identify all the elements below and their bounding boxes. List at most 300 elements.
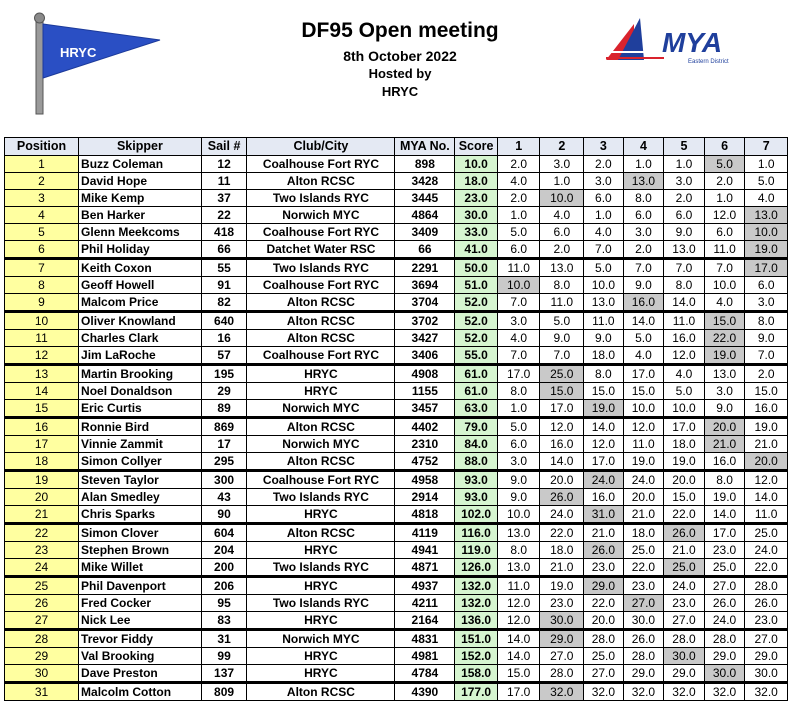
host-club: HRYC bbox=[381, 84, 419, 99]
race-6-cell: 16.0 bbox=[704, 453, 745, 471]
race-1-cell: 2.0 bbox=[497, 156, 540, 173]
skipper-cell: Mike Willet bbox=[79, 559, 202, 577]
table-row bbox=[5, 259, 788, 277]
table-row bbox=[5, 453, 788, 471]
race-4-cell: 10.0 bbox=[623, 400, 664, 418]
race-7-cell: 29.0 bbox=[745, 648, 788, 665]
table-row bbox=[5, 489, 788, 506]
race-2-cell: 27.0 bbox=[540, 648, 584, 665]
race-3-cell: 29.0 bbox=[584, 577, 624, 595]
position-cell: 29 bbox=[5, 648, 79, 665]
race-1-cell: 17.0 bbox=[497, 683, 540, 701]
race-2-cell: 18.0 bbox=[540, 542, 584, 559]
score-cell: 23.0 bbox=[455, 190, 498, 207]
race-5-cell: 23.0 bbox=[664, 595, 705, 612]
score-cell: 33.0 bbox=[455, 224, 498, 241]
race-3-cell: 9.0 bbox=[584, 330, 624, 347]
sail-number-cell: 200 bbox=[201, 559, 247, 577]
race-3-cell: 25.0 bbox=[584, 648, 624, 665]
position-cell: 2 bbox=[5, 173, 79, 190]
race-2-cell: 20.0 bbox=[540, 471, 584, 489]
race-2-cell: 2.0 bbox=[540, 241, 584, 259]
race-5-cell: 5.0 bbox=[664, 383, 705, 400]
column-header-race-3: 3 bbox=[584, 138, 624, 156]
race-1-cell: 4.0 bbox=[497, 173, 540, 190]
sail-number-cell: 90 bbox=[201, 506, 247, 524]
mya-number-cell: 3428 bbox=[395, 173, 455, 190]
club-cell: HRYC bbox=[247, 577, 395, 595]
race-5-cell: 9.0 bbox=[664, 224, 705, 241]
column-header-race-4: 4 bbox=[623, 138, 664, 156]
race-4-cell: 11.0 bbox=[623, 436, 664, 453]
race-7-cell: 20.0 bbox=[745, 453, 788, 471]
race-5-cell: 20.0 bbox=[664, 471, 705, 489]
column-header-score: Score bbox=[455, 138, 498, 156]
race-2-cell: 32.0 bbox=[540, 683, 584, 701]
race-1-cell: 6.0 bbox=[497, 436, 540, 453]
race-7-cell: 2.0 bbox=[745, 365, 788, 383]
race-2-cell: 5.0 bbox=[540, 312, 584, 330]
position-cell: 30 bbox=[5, 665, 79, 683]
score-cell: 136.0 bbox=[455, 612, 498, 630]
race-1-cell: 7.0 bbox=[497, 294, 540, 312]
skipper-cell: Chris Sparks bbox=[79, 506, 202, 524]
race-1-cell: 10.0 bbox=[497, 277, 540, 294]
mya-number-cell: 4818 bbox=[395, 506, 455, 524]
race-2-cell: 6.0 bbox=[540, 224, 584, 241]
race-7-cell: 13.0 bbox=[745, 207, 788, 224]
club-cell: Datchet Water RSC bbox=[247, 241, 395, 259]
race-3-cell: 20.0 bbox=[584, 612, 624, 630]
mya-number-cell: 4908 bbox=[395, 365, 455, 383]
race-4-cell: 7.0 bbox=[623, 259, 664, 277]
club-cell: HRYC bbox=[247, 648, 395, 665]
skipper-cell: Mike Kemp bbox=[79, 190, 202, 207]
race-1-cell: 12.0 bbox=[497, 612, 540, 630]
position-cell: 14 bbox=[5, 383, 79, 400]
mya-number-cell: 4864 bbox=[395, 207, 455, 224]
column-header-race-2: 2 bbox=[540, 138, 584, 156]
race-2-cell: 25.0 bbox=[540, 365, 584, 383]
skipper-cell: Nick Lee bbox=[79, 612, 202, 630]
club-cell: Alton RCSC bbox=[247, 418, 395, 436]
event-date: 8th October 2022 bbox=[343, 48, 457, 64]
results-body bbox=[5, 156, 788, 701]
mya-logo bbox=[604, 14, 744, 70]
race-1-cell: 1.0 bbox=[497, 207, 540, 224]
table-row bbox=[5, 665, 788, 683]
position-cell: 25 bbox=[5, 577, 79, 595]
position-cell: 17 bbox=[5, 436, 79, 453]
mya-number-cell: 3702 bbox=[395, 312, 455, 330]
table-row bbox=[5, 648, 788, 665]
race-6-cell: 23.0 bbox=[704, 542, 745, 559]
score-cell: 152.0 bbox=[455, 648, 498, 665]
race-3-cell: 18.0 bbox=[584, 347, 624, 365]
position-cell: 9 bbox=[5, 294, 79, 312]
race-3-cell: 1.0 bbox=[584, 207, 624, 224]
race-6-cell: 19.0 bbox=[704, 347, 745, 365]
sail-number-cell: 82 bbox=[201, 294, 247, 312]
race-6-cell: 15.0 bbox=[704, 312, 745, 330]
mya-number-cell: 4211 bbox=[395, 595, 455, 612]
race-6-cell: 12.0 bbox=[704, 207, 745, 224]
race-4-cell: 28.0 bbox=[623, 648, 664, 665]
race-7-cell: 19.0 bbox=[745, 241, 788, 259]
position-cell: 7 bbox=[5, 259, 79, 277]
sail-number-cell: 418 bbox=[201, 224, 247, 241]
race-4-cell: 23.0 bbox=[623, 577, 664, 595]
club-cell: Alton RCSC bbox=[247, 683, 395, 701]
sail-number-cell: 89 bbox=[201, 400, 247, 418]
mya-number-cell: 4831 bbox=[395, 630, 455, 648]
race-2-cell: 1.0 bbox=[540, 173, 584, 190]
race-5-cell: 16.0 bbox=[664, 330, 705, 347]
race-5-cell: 28.0 bbox=[664, 630, 705, 648]
race-2-cell: 10.0 bbox=[540, 190, 584, 207]
club-cell: HRYC bbox=[247, 542, 395, 559]
race-5-cell: 12.0 bbox=[664, 347, 705, 365]
race-3-cell: 28.0 bbox=[584, 630, 624, 648]
race-1-cell: 5.0 bbox=[497, 224, 540, 241]
column-header-position: Position bbox=[5, 138, 79, 156]
mya-number-cell: 4119 bbox=[395, 524, 455, 542]
mya-number-cell: 66 bbox=[395, 241, 455, 259]
table-row bbox=[5, 224, 788, 241]
skipper-cell: Dave Preston bbox=[79, 665, 202, 683]
race-1-cell: 12.0 bbox=[497, 595, 540, 612]
race-5-cell: 7.0 bbox=[664, 259, 705, 277]
sail-number-cell: 640 bbox=[201, 312, 247, 330]
table-row bbox=[5, 312, 788, 330]
results-table bbox=[4, 137, 788, 701]
table-row bbox=[5, 471, 788, 489]
race-7-cell: 4.0 bbox=[745, 190, 788, 207]
mya-number-cell: 4402 bbox=[395, 418, 455, 436]
race-1-cell: 1.0 bbox=[497, 400, 540, 418]
score-cell: 116.0 bbox=[455, 524, 498, 542]
race-6-cell: 27.0 bbox=[704, 577, 745, 595]
race-1-cell: 9.0 bbox=[497, 489, 540, 506]
race-5-cell: 26.0 bbox=[664, 524, 705, 542]
skipper-cell: David Hope bbox=[79, 173, 202, 190]
race-1-cell: 7.0 bbox=[497, 347, 540, 365]
skipper-cell: Jim LaRoche bbox=[79, 347, 202, 365]
race-5-cell: 21.0 bbox=[664, 542, 705, 559]
table-row bbox=[5, 595, 788, 612]
race-7-cell: 5.0 bbox=[745, 173, 788, 190]
column-header-race-5: 5 bbox=[664, 138, 705, 156]
race-2-cell: 15.0 bbox=[540, 383, 584, 400]
sail-number-cell: 99 bbox=[201, 648, 247, 665]
table-row bbox=[5, 400, 788, 418]
race-3-cell: 11.0 bbox=[584, 312, 624, 330]
race-4-cell: 22.0 bbox=[623, 559, 664, 577]
race-1-cell: 8.0 bbox=[497, 542, 540, 559]
score-cell: 10.0 bbox=[455, 156, 498, 173]
sail-number-cell: 22 bbox=[201, 207, 247, 224]
race-7-cell: 26.0 bbox=[745, 595, 788, 612]
race-7-cell: 15.0 bbox=[745, 383, 788, 400]
club-cell: HRYC bbox=[247, 612, 395, 630]
race-6-cell: 29.0 bbox=[704, 648, 745, 665]
mya-number-cell: 4784 bbox=[395, 665, 455, 683]
race-7-cell: 8.0 bbox=[745, 312, 788, 330]
position-cell: 23 bbox=[5, 542, 79, 559]
race-1-cell: 15.0 bbox=[497, 665, 540, 683]
race-7-cell: 3.0 bbox=[745, 294, 788, 312]
race-3-cell: 4.0 bbox=[584, 224, 624, 241]
race-4-cell: 16.0 bbox=[623, 294, 664, 312]
race-3-cell: 8.0 bbox=[584, 365, 624, 383]
table-row bbox=[5, 630, 788, 648]
race-1-cell: 3.0 bbox=[497, 312, 540, 330]
position-cell: 10 bbox=[5, 312, 79, 330]
race-6-cell: 30.0 bbox=[704, 665, 745, 683]
race-3-cell: 17.0 bbox=[584, 453, 624, 471]
race-7-cell: 30.0 bbox=[745, 665, 788, 683]
race-2-cell: 11.0 bbox=[540, 294, 584, 312]
mya-logo-subtext: Eastern District bbox=[688, 59, 729, 65]
skipper-cell: Malcom Price bbox=[79, 294, 202, 312]
race-7-cell: 19.0 bbox=[745, 418, 788, 436]
score-cell: 93.0 bbox=[455, 489, 498, 506]
race-2-cell: 3.0 bbox=[540, 156, 584, 173]
race-6-cell: 14.0 bbox=[704, 506, 745, 524]
position-cell: 3 bbox=[5, 190, 79, 207]
race-4-cell: 32.0 bbox=[623, 683, 664, 701]
race-1-cell: 8.0 bbox=[497, 383, 540, 400]
position-cell: 24 bbox=[5, 559, 79, 577]
skipper-cell: Keith Coxon bbox=[79, 259, 202, 277]
position-cell: 16 bbox=[5, 418, 79, 436]
race-6-cell: 22.0 bbox=[704, 330, 745, 347]
race-4-cell: 1.0 bbox=[623, 156, 664, 173]
mya-number-cell: 1155 bbox=[395, 383, 455, 400]
mya-number-cell: 4871 bbox=[395, 559, 455, 577]
race-6-cell: 7.0 bbox=[704, 259, 745, 277]
race-6-cell: 17.0 bbox=[704, 524, 745, 542]
race-7-cell: 6.0 bbox=[745, 277, 788, 294]
position-cell: 27 bbox=[5, 612, 79, 630]
race-1-cell: 6.0 bbox=[497, 241, 540, 259]
position-cell: 22 bbox=[5, 524, 79, 542]
race-5-cell: 27.0 bbox=[664, 612, 705, 630]
score-cell: 52.0 bbox=[455, 312, 498, 330]
title-block bbox=[220, 18, 580, 101]
race-4-cell: 25.0 bbox=[623, 542, 664, 559]
club-cell: Coalhouse Fort RYC bbox=[247, 471, 395, 489]
race-6-cell: 11.0 bbox=[704, 241, 745, 259]
skipper-cell: Vinnie Zammit bbox=[79, 436, 202, 453]
race-2-cell: 14.0 bbox=[540, 453, 584, 471]
sail-number-cell: 809 bbox=[201, 683, 247, 701]
mya-number-cell: 2310 bbox=[395, 436, 455, 453]
skipper-cell: Malcolm Cotton bbox=[79, 683, 202, 701]
race-6-cell: 26.0 bbox=[704, 595, 745, 612]
hryc-flag-logo bbox=[30, 12, 162, 116]
race-4-cell: 5.0 bbox=[623, 330, 664, 347]
column-header-club: Club/City bbox=[247, 138, 395, 156]
race-7-cell: 21.0 bbox=[745, 436, 788, 453]
race-7-cell: 23.0 bbox=[745, 612, 788, 630]
skipper-cell: Stephen Brown bbox=[79, 542, 202, 559]
race-4-cell: 18.0 bbox=[623, 524, 664, 542]
table-row bbox=[5, 506, 788, 524]
race-5-cell: 11.0 bbox=[664, 312, 705, 330]
race-2-cell: 29.0 bbox=[540, 630, 584, 648]
skipper-cell: Geoff Howell bbox=[79, 277, 202, 294]
race-3-cell: 3.0 bbox=[584, 173, 624, 190]
sail-number-cell: 95 bbox=[201, 595, 247, 612]
club-cell: Two Islands RYC bbox=[247, 259, 395, 277]
race-7-cell: 10.0 bbox=[745, 224, 788, 241]
club-cell: Coalhouse Fort RYC bbox=[247, 347, 395, 365]
sail-number-cell: 37 bbox=[201, 190, 247, 207]
race-5-cell: 19.0 bbox=[664, 453, 705, 471]
race-6-cell: 2.0 bbox=[704, 173, 745, 190]
table-row bbox=[5, 383, 788, 400]
position-cell: 19 bbox=[5, 471, 79, 489]
mya-number-cell: 3445 bbox=[395, 190, 455, 207]
club-cell: HRYC bbox=[247, 365, 395, 383]
race-1-cell: 9.0 bbox=[497, 471, 540, 489]
race-3-cell: 12.0 bbox=[584, 436, 624, 453]
mya-number-cell: 4752 bbox=[395, 453, 455, 471]
race-5-cell: 24.0 bbox=[664, 577, 705, 595]
race-4-cell: 26.0 bbox=[623, 630, 664, 648]
race-3-cell: 21.0 bbox=[584, 524, 624, 542]
race-5-cell: 18.0 bbox=[664, 436, 705, 453]
club-cell: Two Islands RYC bbox=[247, 595, 395, 612]
race-7-cell: 11.0 bbox=[745, 506, 788, 524]
mya-number-cell: 4941 bbox=[395, 542, 455, 559]
mya-number-cell: 2164 bbox=[395, 612, 455, 630]
race-5-cell: 17.0 bbox=[664, 418, 705, 436]
sail-number-cell: 137 bbox=[201, 665, 247, 683]
race-2-cell: 17.0 bbox=[540, 400, 584, 418]
race-3-cell: 10.0 bbox=[584, 277, 624, 294]
race-5-cell: 14.0 bbox=[664, 294, 705, 312]
race-1-cell: 14.0 bbox=[497, 630, 540, 648]
sail-number-cell: 66 bbox=[201, 241, 247, 259]
race-1-cell: 13.0 bbox=[497, 524, 540, 542]
skipper-cell: Ben Harker bbox=[79, 207, 202, 224]
column-header-mya-no: MYA No. bbox=[395, 138, 455, 156]
position-cell: 21 bbox=[5, 506, 79, 524]
race-5-cell: 29.0 bbox=[664, 665, 705, 683]
race-2-cell: 7.0 bbox=[540, 347, 584, 365]
skipper-cell: Eric Curtis bbox=[79, 400, 202, 418]
page-header bbox=[0, 0, 793, 136]
race-2-cell: 12.0 bbox=[540, 418, 584, 436]
race-1-cell: 5.0 bbox=[497, 418, 540, 436]
race-5-cell: 1.0 bbox=[664, 156, 705, 173]
score-cell: 102.0 bbox=[455, 506, 498, 524]
race-3-cell: 15.0 bbox=[584, 383, 624, 400]
race-5-cell: 10.0 bbox=[664, 400, 705, 418]
club-cell: Norwich MYC bbox=[247, 400, 395, 418]
score-cell: 63.0 bbox=[455, 400, 498, 418]
race-7-cell: 12.0 bbox=[745, 471, 788, 489]
race-3-cell: 24.0 bbox=[584, 471, 624, 489]
club-cell: Coalhouse Fort RYC bbox=[247, 224, 395, 241]
sail-number-cell: 195 bbox=[201, 365, 247, 383]
column-header-race-1: 1 bbox=[497, 138, 540, 156]
club-cell: Two Islands RYC bbox=[247, 190, 395, 207]
table-row bbox=[5, 277, 788, 294]
race-2-cell: 8.0 bbox=[540, 277, 584, 294]
race-2-cell: 22.0 bbox=[540, 524, 584, 542]
race-5-cell: 32.0 bbox=[664, 683, 705, 701]
race-1-cell: 14.0 bbox=[497, 648, 540, 665]
mya-number-cell: 4937 bbox=[395, 577, 455, 595]
score-cell: 18.0 bbox=[455, 173, 498, 190]
sail-number-cell: 11 bbox=[201, 173, 247, 190]
race-6-cell: 28.0 bbox=[704, 630, 745, 648]
mya-number-cell: 4390 bbox=[395, 683, 455, 701]
skipper-cell: Charles Clark bbox=[79, 330, 202, 347]
club-cell: Alton RCSC bbox=[247, 330, 395, 347]
score-cell: 61.0 bbox=[455, 365, 498, 383]
race-3-cell: 19.0 bbox=[584, 400, 624, 418]
race-4-cell: 24.0 bbox=[623, 471, 664, 489]
mya-number-cell: 4981 bbox=[395, 648, 455, 665]
mya-number-cell: 4958 bbox=[395, 471, 455, 489]
race-6-cell: 9.0 bbox=[704, 400, 745, 418]
race-6-cell: 1.0 bbox=[704, 190, 745, 207]
score-cell: 52.0 bbox=[455, 294, 498, 312]
race-6-cell: 24.0 bbox=[704, 612, 745, 630]
table-row bbox=[5, 294, 788, 312]
table-row bbox=[5, 365, 788, 383]
race-3-cell: 26.0 bbox=[584, 542, 624, 559]
race-4-cell: 19.0 bbox=[623, 453, 664, 471]
column-header-race-6: 6 bbox=[704, 138, 745, 156]
score-cell: 151.0 bbox=[455, 630, 498, 648]
race-1-cell: 11.0 bbox=[497, 577, 540, 595]
race-4-cell: 3.0 bbox=[623, 224, 664, 241]
race-4-cell: 30.0 bbox=[623, 612, 664, 630]
race-2-cell: 26.0 bbox=[540, 489, 584, 506]
score-cell: 61.0 bbox=[455, 383, 498, 400]
race-2-cell: 4.0 bbox=[540, 207, 584, 224]
race-7-cell: 28.0 bbox=[745, 577, 788, 595]
page-title: DF95 Open meeting bbox=[301, 19, 499, 42]
club-cell: Alton RCSC bbox=[247, 173, 395, 190]
skipper-cell: Glenn Meekcoms bbox=[79, 224, 202, 241]
race-6-cell: 8.0 bbox=[704, 471, 745, 489]
club-cell: Norwich MYC bbox=[247, 630, 395, 648]
club-cell: HRYC bbox=[247, 506, 395, 524]
skipper-cell: Steven Taylor bbox=[79, 471, 202, 489]
skipper-cell: Val Brooking bbox=[79, 648, 202, 665]
race-2-cell: 9.0 bbox=[540, 330, 584, 347]
score-cell: 84.0 bbox=[455, 436, 498, 453]
sail-number-cell: 31 bbox=[201, 630, 247, 648]
race-5-cell: 2.0 bbox=[664, 190, 705, 207]
mya-number-cell: 3704 bbox=[395, 294, 455, 312]
table-row bbox=[5, 612, 788, 630]
sail-number-cell: 206 bbox=[201, 577, 247, 595]
race-7-cell: 14.0 bbox=[745, 489, 788, 506]
table-row bbox=[5, 156, 788, 173]
race-4-cell: 29.0 bbox=[623, 665, 664, 683]
race-3-cell: 27.0 bbox=[584, 665, 624, 683]
sail-number-cell: 295 bbox=[201, 453, 247, 471]
table-row bbox=[5, 173, 788, 190]
position-cell: 28 bbox=[5, 630, 79, 648]
